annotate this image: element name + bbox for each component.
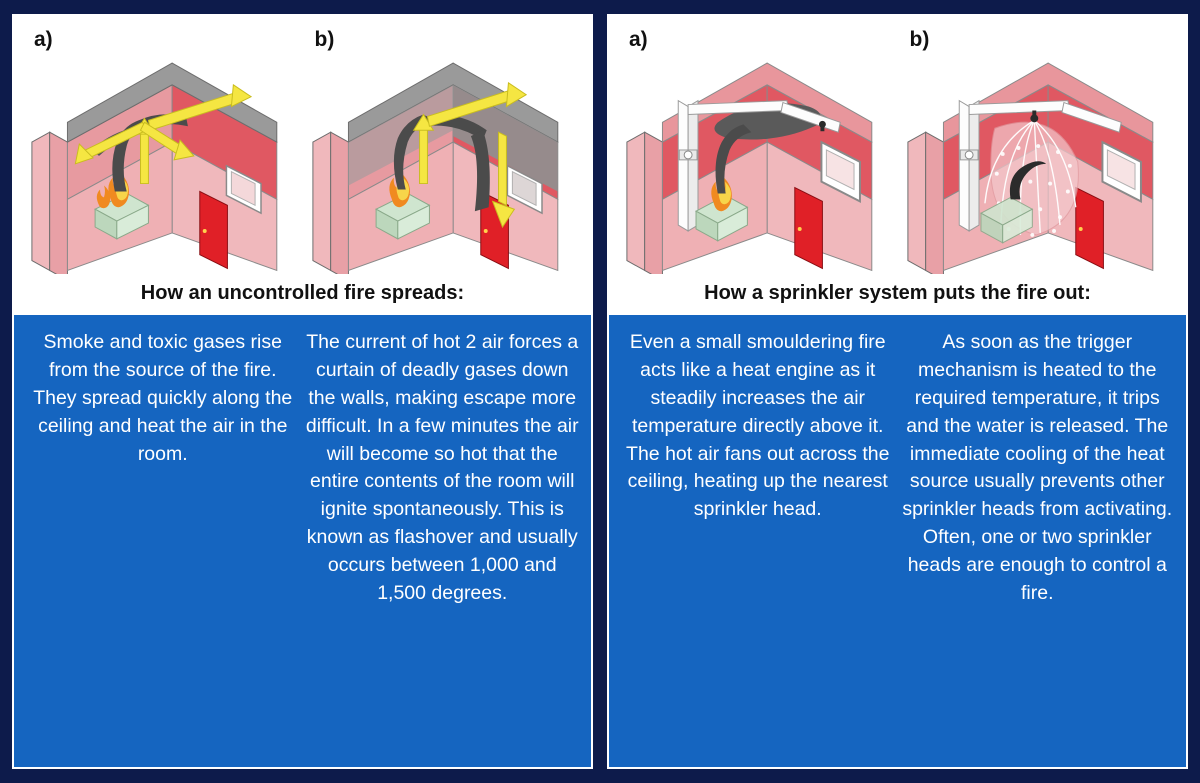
panel-captions-right: [609, 315, 1186, 767]
room-illustration-sprinkler-discharge: [900, 24, 1177, 274]
caption-text: The current of hot 2 air forces a curtain of deadly gases down the walls, making escape more difficult. In a few minutes the air will become so hot that the entire contents of the room will ignite spontaneously. This is known as flashover and usually occurs between 1,000 and 1,500 degrees.: [305, 331, 579, 604]
caption-left-b: [306, 329, 580, 757]
room-illustration-sprinkler-heating: [619, 24, 896, 274]
panel-heading-right: How a sprinkler system puts the fire out:: [609, 278, 1186, 315]
scene-left-b: [305, 24, 582, 274]
panel-artwork-right: [609, 16, 1186, 278]
scene-left-a: [24, 24, 301, 274]
panel-captions-left: [14, 315, 591, 767]
panel-uncontrolled-fire: [12, 14, 593, 769]
caption-left-a: [26, 329, 300, 757]
caption-text: As soon as the trigger mechanism is heated to the required temperature, it trips and the water is released. The immediate cooling of the heat source usually prevents other sprinkler heads from activating. Often, one or two sprinkler heads are enough to control a fire.: [902, 331, 1173, 604]
panel-heading-left: How an uncontrolled fire spreads:: [14, 278, 591, 315]
scene-label: a): [629, 28, 648, 51]
room-illustration-flashover: [305, 24, 582, 274]
scene-label: b): [314, 28, 335, 51]
panel-sprinkler-system: [607, 14, 1188, 769]
room-illustration-smoke-rise: [24, 24, 301, 274]
panel-artwork-left: [14, 16, 591, 278]
scene-right-b: [900, 24, 1177, 274]
scene-label: b): [909, 28, 930, 51]
scene-right-a: [619, 24, 896, 274]
caption-text: Even a small smouldering fire acts like a heat engine as it steadily increases the air temperature directly above it. The hot air fans out across the ceiling, heating up the nearest sprinkler head.: [626, 331, 890, 521]
scene-label: a): [34, 28, 53, 51]
caption-right-b: [901, 329, 1175, 757]
caption-text: Smoke and toxic gases rise from the source of the fire. They spread quickly along the ceiling and heat the air in the room.: [33, 331, 293, 465]
caption-right-a: [621, 329, 895, 757]
